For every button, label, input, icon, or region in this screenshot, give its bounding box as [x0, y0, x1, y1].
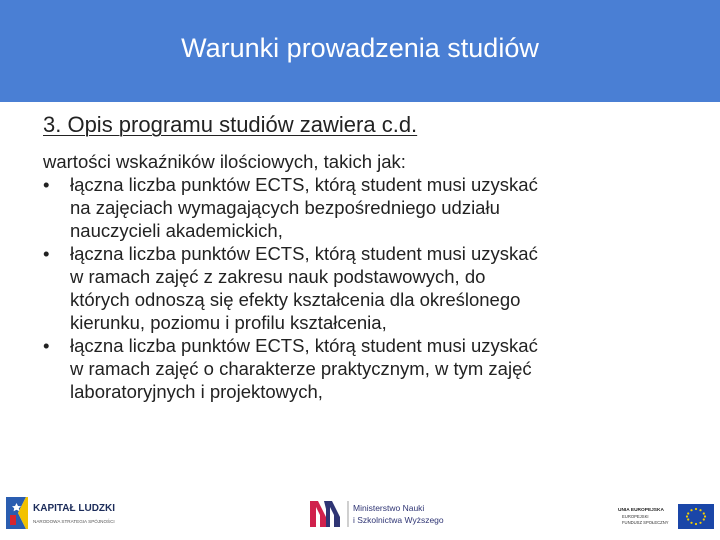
bullet-item [43, 242, 703, 334]
kapital-ludzki-logo [4, 493, 130, 533]
bullet-line: łączna liczba punktów ECTS, którą student musi uzyskać [70, 174, 538, 195]
bullet-item [43, 334, 703, 403]
bullet-line: laboratoryjnych i projektowych, [70, 381, 323, 402]
eu-line3: FUNDUSZ SPOŁECZNY [622, 520, 669, 525]
bullet-line: nauczycieli akademickich, [70, 220, 283, 241]
kapital-title: KAPITAŁ LUDZKI [33, 503, 116, 514]
bullet-line: których odnoszą się efekty kształcenia dla określonego [70, 289, 521, 310]
slide-title: Warunki prowadzenia studiów [181, 32, 539, 63]
ministry-line1: Ministerstwo Nauki [353, 503, 425, 513]
bullet-item [43, 173, 703, 242]
bullet-line: łączna liczba punktów ECTS, którą student musi uzyskać [70, 335, 538, 356]
bullet-line: na zajęciach wymagających bezpośredniego udziału [70, 197, 500, 218]
footer-logos [0, 490, 720, 540]
ministry-logo [308, 497, 448, 531]
slide-heading: 3. Opis programu studiów zawiera c.d. [43, 112, 418, 137]
bullet-dot: • [43, 174, 50, 195]
bullet-list [43, 173, 703, 403]
bullet-dot: • [43, 335, 50, 356]
kapital-subtitle: NARODOWA STRATEGIA SPÓJNOŚCI [33, 519, 115, 524]
eu-line2: EUROPEJSKI [622, 514, 649, 519]
bullet-line: łączna liczba punktów ECTS, którą student musi uzyskać [70, 243, 538, 264]
bullet-line: w ramach zajęć o charakterze praktycznym, w tym zajęć [70, 358, 532, 379]
ministry-line2: i Szkolnictwa Wyższego [353, 515, 444, 525]
title-bar [0, 0, 720, 102]
eu-line1: UNIA EUROPEJSKA [618, 508, 664, 513]
bullet-line: kierunku, poziomu i profilu kształcenia, [70, 312, 387, 333]
bullet-dot: • [43, 243, 50, 264]
intro-text: wartości wskaźników ilościowych, takich jak: [43, 151, 406, 172]
eu-logo [618, 502, 716, 532]
bullet-line: w ramach zajęć z zakresu nauk podstawowych, do [70, 266, 486, 287]
